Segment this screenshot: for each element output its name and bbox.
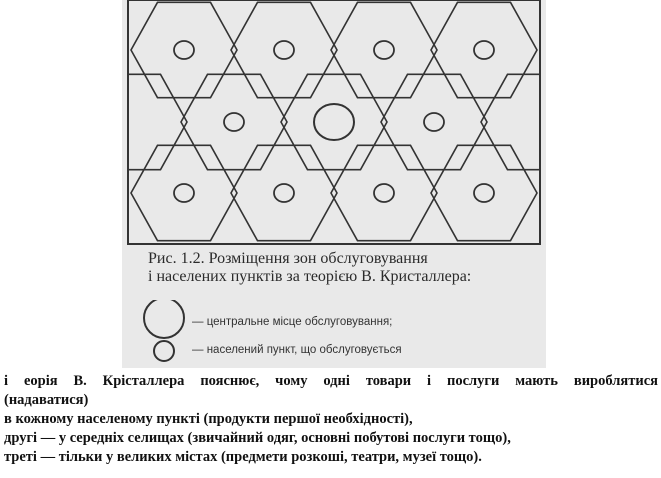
hex-zone [231, 2, 337, 97]
hex-zone [181, 74, 287, 169]
large-circle-icon [138, 300, 198, 340]
legend-label-settlement: — населений пункт, що обслуговується [192, 344, 402, 356]
figure-scan [122, 0, 546, 368]
legend-label-central: — центральне місце обслуговування; [192, 316, 393, 328]
hex-zone [331, 145, 437, 240]
explanation-line-3: в кожному населеному пункті (продукти першої необхідності), [4, 411, 413, 427]
explanation-line-4: другі — у середніх селищах (звичайний одяг, основні побутові послуги тощо), [4, 430, 511, 446]
hex-zone [481, 74, 546, 169]
hex-zone [122, 74, 187, 169]
hex-zone [131, 2, 237, 97]
hex-zone [431, 2, 537, 97]
hex-zone [381, 74, 487, 169]
small-circle-icon [138, 338, 198, 368]
settlement-circle [274, 41, 294, 59]
hex-zone [431, 145, 537, 240]
explanation-text [4, 372, 658, 467]
hex-zone [131, 145, 237, 240]
figure-caption-line-2: і населених пунктів за теорією В. Кристаллера: [148, 268, 472, 285]
settlement-circle [224, 113, 244, 131]
settlement-circle [274, 184, 294, 202]
explanation-line-1: і еорія В. Крісталлера пояснює, чому одні товари і послуги мають вироблятися [4, 373, 658, 389]
explanation-line-5: треті — тільки у великих містах (предмети розкоші, театри, музеї тощо). [4, 449, 482, 465]
settlement-circle [474, 184, 494, 202]
settlement-circle [424, 113, 444, 131]
figure-caption-line-1: Рис. 1.2. Розміщення зон обслуговування [148, 250, 428, 267]
hex-zone [281, 74, 387, 169]
settlement-circle [174, 184, 194, 202]
central-place-circle [314, 104, 354, 140]
settlement-circle [374, 41, 394, 59]
hex-zone [331, 2, 437, 97]
explanation-line-2: (надаватися) [4, 392, 89, 408]
hex-grid [122, 2, 546, 240]
settlement-circle [374, 184, 394, 202]
legend-row-central [138, 300, 538, 340]
hex-zone [231, 145, 337, 240]
diagram-frame [128, 0, 540, 244]
hexagon-diagram [122, 0, 546, 250]
settlement-circle [174, 41, 194, 59]
settlement-circle [474, 41, 494, 59]
